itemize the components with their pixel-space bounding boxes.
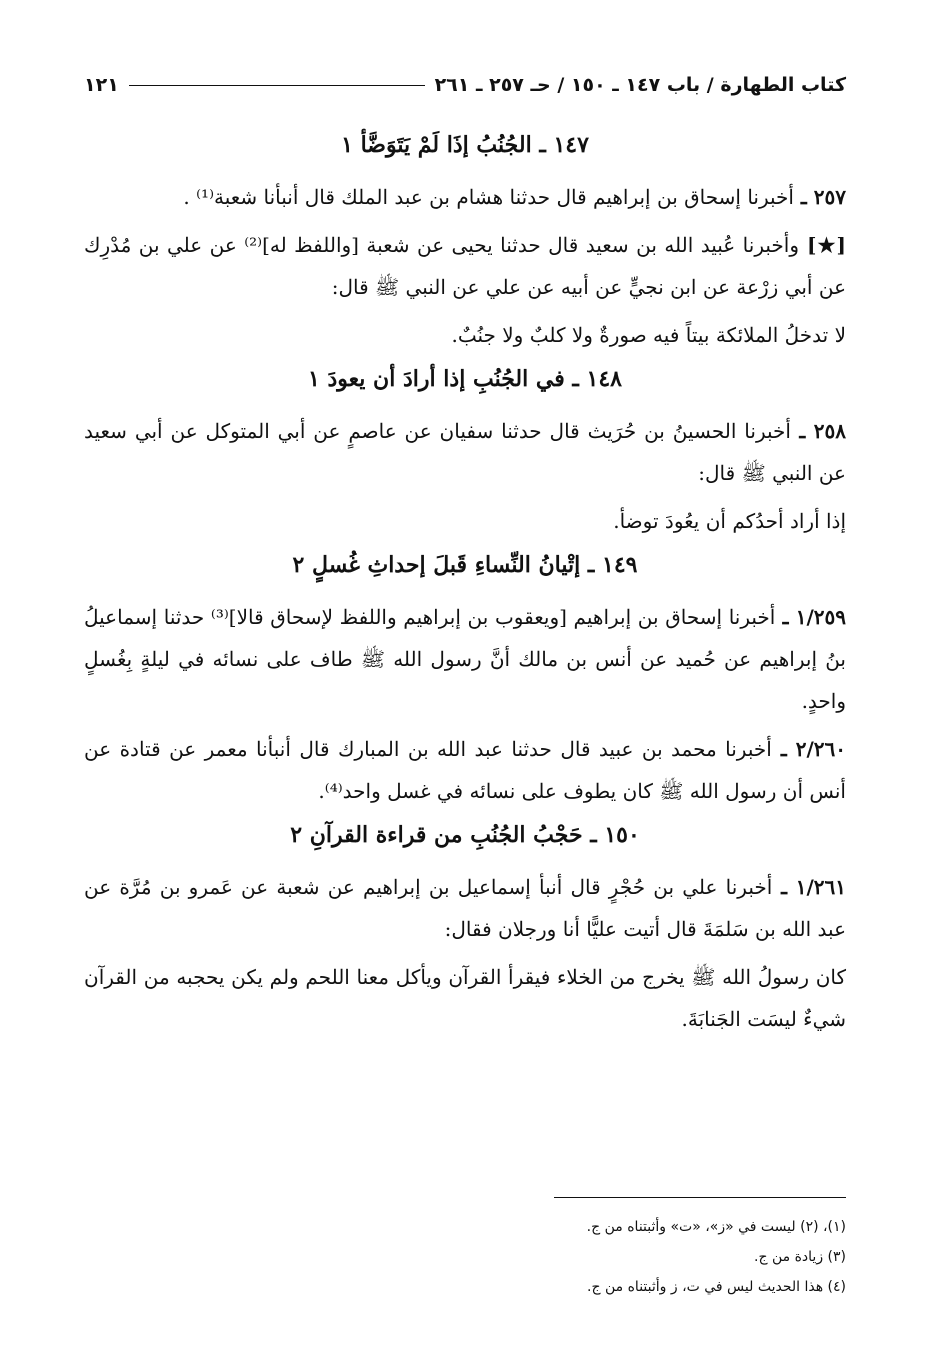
page-header [84,70,846,100]
hadith-chain [84,728,846,812]
hadith-number: ٢٥٨ ـ [790,419,846,443]
section-heading: ١٤٩ ـ إتْيانُ النِّساءِ قَبلَ إحداثِ غُسلٍ ٢ [292,552,638,578]
hadith-number: ٢٥٧ ـ [793,185,846,209]
hadith-chain [84,224,846,308]
hadith-text: لا تدخلُ الملائكة بيتاً فيه صورةٌ ولا كلبٌ ولا جنُبٌ. [451,323,846,347]
section-heading: ١٤٨ ـ في الجُنُبِ إذا أرادَ أن يعودَ ١ [308,366,622,392]
hadith-chain-text: أخبرنا إسحاق بن إبراهيم قال حدثنا هشام بن عبد الملك قال أنبأنا شعبة⁽¹⁾ . [183,185,794,209]
hadith-chain-text: أخبرنا إسحاق بن إبراهيم [ويعقوب بن إبراهيم واللفظ لإسحاق قالا]⁽³⁾ حدثنا إسماعيلُ بنُ إبراهيم عن حُميد عن أنس بن مالك أنَّ رسول الله ﷺ طاف على نسائه في ليلةٍ بِغُسلٍ واحدٍ. [84,605,846,713]
running-title: كتاب الطهارة / باب ١٤٧ ـ ١٥٠ / حـ ٢٥٧ ـ ٢٦١ [434,74,846,96]
hadith-chain [84,866,846,950]
hadith-number: [★] [798,233,847,257]
hadith-chain-text: وأخبرنا عُبيد الله بن سعيد قال حدثنا يحيى عن شعبة [واللفظ له]⁽²⁾ عن علي بن مُدْرِك عن أبي زرْعة عن ابن نجيٍّ عن أبيه عن علي عن النبي ﷺ قال: [84,233,846,299]
footnote-rule [554,1197,846,1198]
section-heading: ١٤٧ ـ الجُنُبُ إذَا لَمْ يَتَوَضَّأ ١ [341,132,589,158]
page-body [84,128,846,1046]
hadith-chain-text: أخبرنا علي بن حُجْرٍ قال أنبأ إسماعيل بن إبراهيم عن شعبة عن عَمرو بن مُرَّة عن عبد الله بن سَلمَةَ قال أتيت عليًّا أنا ورجلان فقال: [84,875,846,941]
hadith-chain [84,176,846,218]
page-number: ١٢١ [84,74,119,96]
section-heading: ١٥٠ ـ حَجْبُ الجُنُبِ من قراءة القرآنِ ٢ [290,822,640,848]
footnote: (٣) زيادة من ج. [754,1249,846,1265]
hadith-text: إذا أراد أحدُكم أن يعُودَ توضأ. [613,509,846,533]
hadith-chain [84,596,846,722]
hadith-text: كان رسولُ الله ﷺ يخرج من الخلاء فيقرأ القرآن ويأكل معنا اللحم ولم يكن يحجبه من القرآن شيءٌ ليسَت الجَنابَةَ. [84,965,846,1031]
hadith-number: ١/٢٥٩ ـ [775,605,846,629]
hadith-chain-text: أخبرنا محمد بن عبيد قال حدثنا عبد الله بن المبارك قال أنبأنا معمر عن قتادة عن أنس أن رسول الله ﷺ كان يطوف على نسائه في غسل واحد⁽⁴⁾. [84,737,846,803]
hadith-chain [84,410,846,494]
hadith-number: ١/٢٦١ ـ [772,875,846,899]
footnotes [84,1212,846,1302]
header-rule [129,85,425,86]
footnote: (١)، (٢) ليست في «ز»، «ت» وأثبتناه من ج. [586,1219,846,1235]
hadith-chain-text: أخبرنا الحسينُ بن حُرَيث قال حدثنا سفيان عن عاصمٍ عن أبي المتوكل عن أبي سعيد عن النبي ﷺ قال: [84,419,846,485]
footnote: (٤) هذا الحديث ليس في ت، ز وأثبتناه من ج. [587,1279,846,1295]
hadith-number: ٢/٢٦٠ ـ [771,737,846,761]
